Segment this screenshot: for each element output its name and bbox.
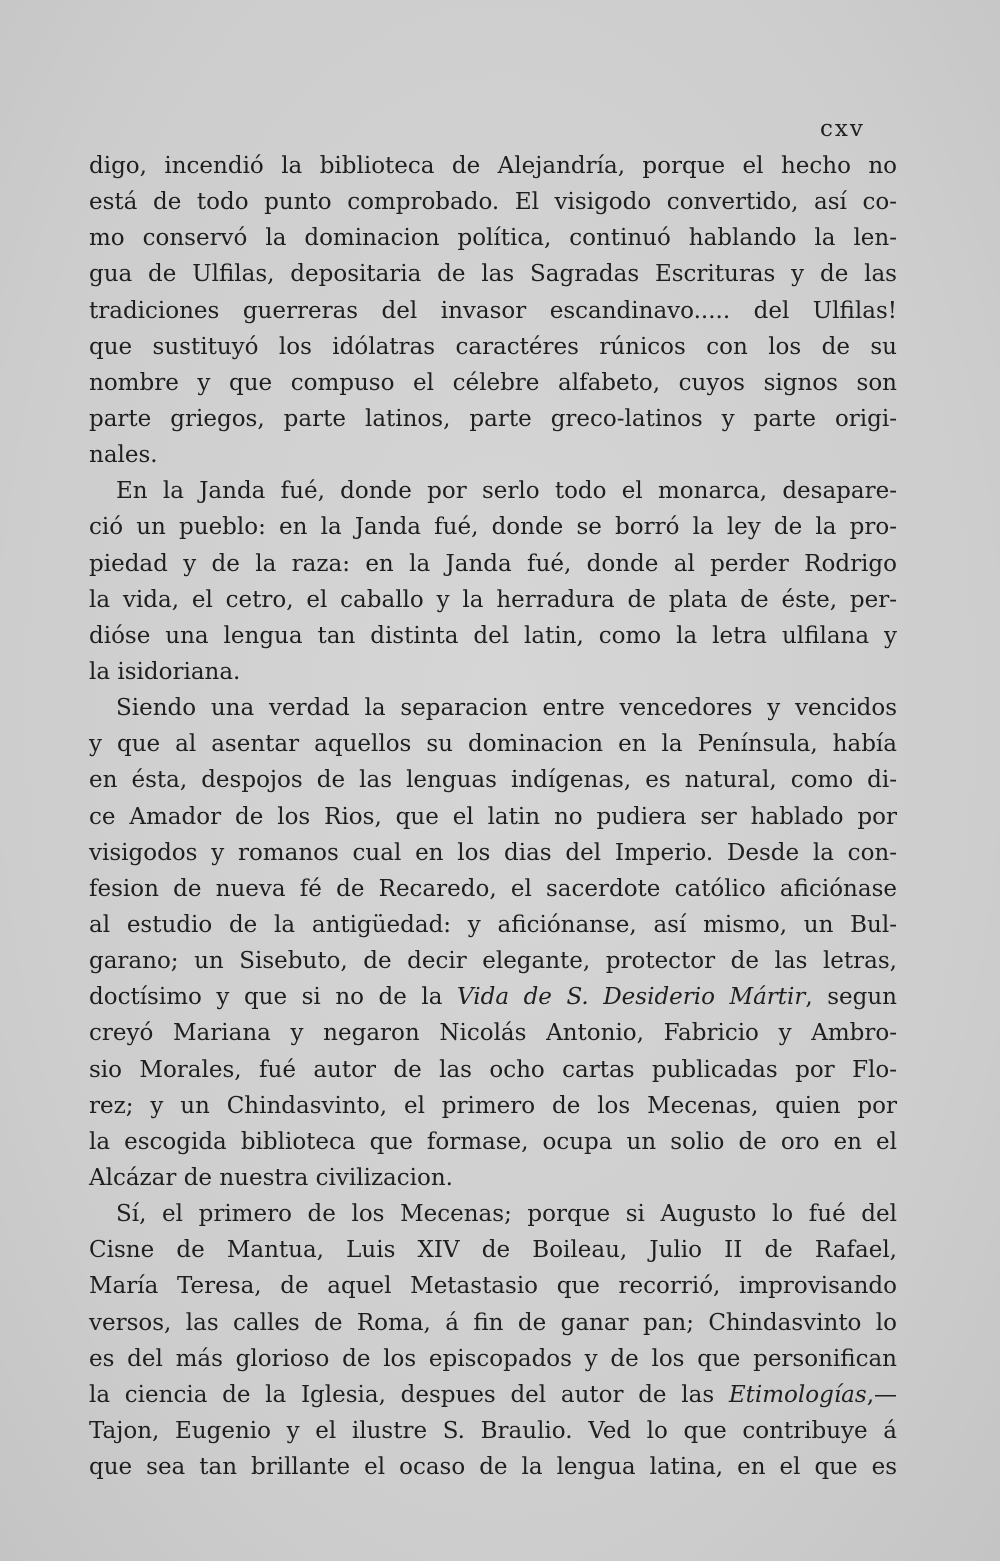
text-line-with-italic [89, 979, 897, 1015]
text-line: la vida, el cetro, el caballo y la herradura de plata de éste, per- [89, 586, 897, 613]
text-line: mo conservó la dominacion política, continuó hablando la len- [89, 225, 897, 252]
text-line: María Teresa, de aquel Metastasio que recorrió, improvisando [89, 1273, 897, 1300]
text-line: ció un pueblo: en la Janda fué, donde se borró la ley de la pro- [89, 514, 897, 541]
italic-title: Etimologías [728, 1381, 867, 1408]
text-line: parte griegos, parte latinos, parte greco-latinos y parte origi- [89, 405, 897, 432]
text-line: Siendo una verdad la separacion entre vencedores y vencidos [116, 695, 897, 722]
text-line: rez; y un Chindasvinto, el primero de los Mecenas, quien por [89, 1092, 897, 1119]
text-line-with-italic [89, 1377, 897, 1413]
text-line: fesion de nueva fé de Recaredo, el sacerdote católico aficiónase [89, 875, 897, 902]
text-line: está de todo punto comprobado. El visigodo convertido, así co- [89, 189, 897, 216]
text-line: es del más glorioso de los episcopados y de los que personifican [89, 1345, 897, 1372]
text-line: digo, incendió la biblioteca de Alejandría, porque el hecho no [89, 153, 897, 179]
text-line: Alcázar de nuestra civilizacion. [89, 1164, 453, 1191]
text-line: Cisne de Mantua, Luis XIV de Boileau, Julio II de Rafael, [89, 1237, 897, 1264]
text-line: sio Morales, fué autor de las ocho cartas publicadas por Flo- [89, 1056, 897, 1083]
paragraph-3 [89, 690, 897, 1196]
paragraph-1 [89, 148, 897, 473]
text-line: nales. [89, 442, 158, 469]
text-segment: , segun [805, 984, 897, 1011]
text-line: ce Amador de los Rios, que el latin no pudiera ser hablado por [89, 803, 897, 830]
italic-title: Vida de S. Desiderio Mártir [457, 984, 806, 1011]
paragraph-2 [89, 473, 897, 690]
text-line: en ésta, despojos de las lenguas indígenas, es natural, como di- [89, 767, 897, 794]
body-text [89, 148, 897, 1485]
text-line: En la Janda fué, donde por serlo todo el monarca, desapare- [116, 478, 897, 505]
text-line: al estudio de la antigüedad: y aficiónanse, así mismo, un Bul- [89, 911, 897, 938]
text-line: visigodos y romanos cual en los dias del Imperio. Desde la con- [89, 839, 897, 866]
text-line: tradiciones guerreras del invasor escandinavo..... del Ulfilas! [89, 297, 897, 324]
text-segment: la ciencia de la Iglesia, despues del autor de las [89, 1381, 729, 1408]
page-number: cxv [820, 116, 865, 142]
text-line: que sustituyó los idólatras caractéres rúnicos con los de su [89, 333, 897, 360]
text-line: Sí, el primero de los Mecenas; porque si Augusto lo fué del [116, 1201, 897, 1228]
text-line: gua de Ulfilas, depositaria de las Sagradas Escrituras y de las [89, 261, 897, 288]
paragraph-4 [89, 1196, 897, 1485]
text-line: versos, las calles de Roma, á fin de ganar pan; Chindasvinto lo [89, 1309, 897, 1336]
text-segment: ,— [866, 1381, 897, 1408]
text-line: nombre y que compuso el célebre alfabeto, cuyos signos son [89, 369, 897, 396]
text-line: la isidoriana. [89, 658, 241, 685]
text-line: Tajon, Eugenio y el ilustre S. Braulio. Ved lo que contribuye á [89, 1417, 897, 1444]
text-line: la escogida biblioteca que formase, ocupa un solio de oro en el [89, 1128, 897, 1155]
text-line: piedad y de la raza: en la Janda fué, donde al perder Rodrigo [89, 550, 897, 577]
text-segment: doctísimo y que si no de la [89, 984, 458, 1011]
text-line: creyó Mariana y negaron Nicolás Antonio, Fabricio y Ambro- [89, 1020, 897, 1047]
text-line: dióse una lengua tan distinta del latin, como la letra ulfilana y [89, 622, 897, 649]
text-line: y que al asentar aquellos su dominacion en la Península, había [89, 731, 897, 758]
text-line: garano; un Sisebuto, de decir elegante, protector de las letras, [89, 948, 897, 975]
text-line: que sea tan brillante el ocaso de la lengua latina, en el que es [89, 1454, 897, 1481]
